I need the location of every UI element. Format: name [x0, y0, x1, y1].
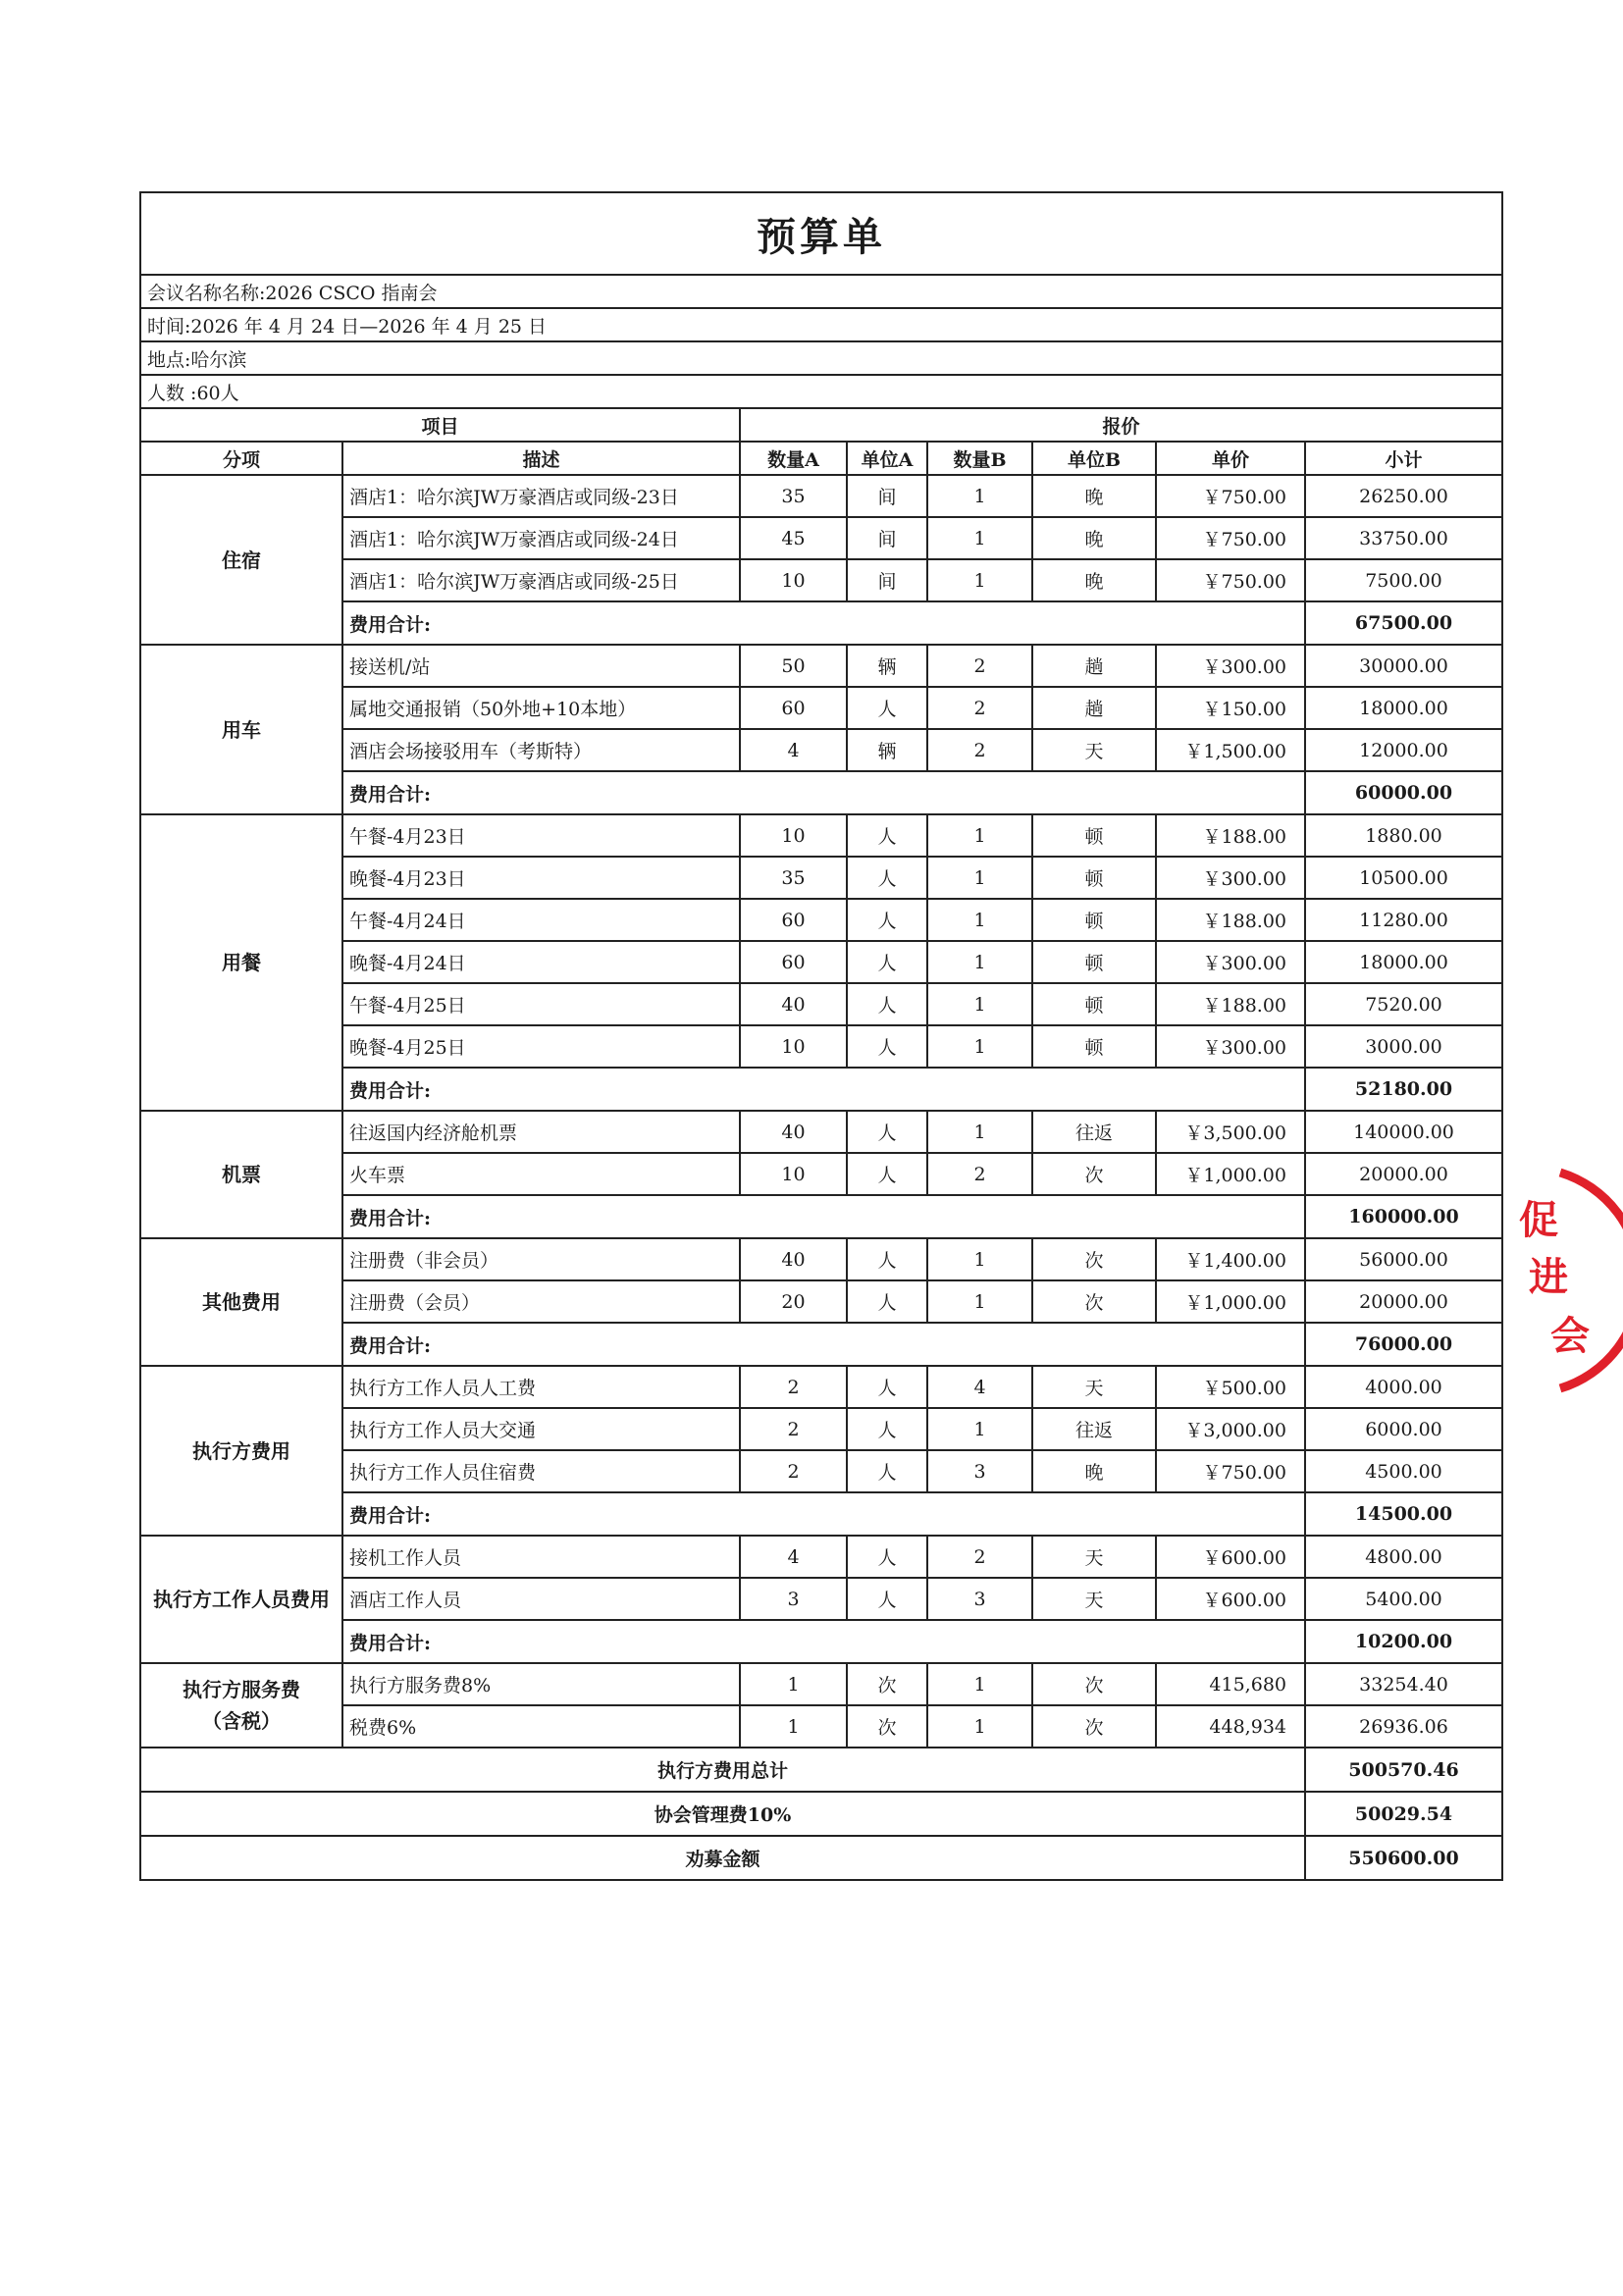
- item-description: 酒店工作人员: [342, 1578, 740, 1620]
- unit-a: 人: [847, 941, 927, 983]
- qty-b: 1: [927, 1238, 1032, 1280]
- qty-b: 2: [927, 645, 1032, 687]
- unit-a: 次: [847, 1663, 927, 1705]
- summary-value: 550600.00: [1305, 1836, 1502, 1880]
- table-row: [140, 1578, 1502, 1620]
- item-description: 酒店会场接驳用车（考斯特）: [342, 729, 740, 771]
- seal-stamp: [1413, 1143, 1623, 1418]
- header-qty-a: 数量A: [740, 442, 847, 475]
- unit-a: 次: [847, 1705, 927, 1748]
- qty-a: 60: [740, 941, 847, 983]
- item-description: 执行方工作人员人工费: [342, 1366, 740, 1408]
- unit-b: 趟: [1032, 687, 1156, 729]
- qty-b: 1: [927, 1705, 1032, 1748]
- table-row: [140, 1705, 1502, 1748]
- table-row: [140, 729, 1502, 771]
- qty-b: 1: [927, 899, 1032, 941]
- line-subtotal: 18000.00: [1305, 941, 1502, 983]
- unit-price: ￥3,500.00: [1156, 1111, 1305, 1153]
- qty-a: 2: [740, 1408, 847, 1450]
- unit-price: ￥300.00: [1156, 941, 1305, 983]
- qty-b: 1: [927, 559, 1032, 601]
- line-subtotal: 33254.40: [1305, 1663, 1502, 1705]
- qty-b: 1: [927, 517, 1032, 559]
- unit-b: 次: [1032, 1238, 1156, 1280]
- unit-a: 人: [847, 1408, 927, 1450]
- unit-price: ￥600.00: [1156, 1536, 1305, 1578]
- unit-b: 晚: [1032, 559, 1156, 601]
- unit-price: ￥1,000.00: [1156, 1280, 1305, 1323]
- qty-b: 4: [927, 1366, 1032, 1408]
- unit-a: 人: [847, 1280, 927, 1323]
- subtotal-row: [140, 1620, 1502, 1663]
- item-description: 接送机/站: [342, 645, 740, 687]
- qty-b: 1: [927, 1663, 1032, 1705]
- unit-a: 辆: [847, 729, 927, 771]
- qty-b: 1: [927, 983, 1032, 1025]
- item-description: 执行方服务费8%: [342, 1663, 740, 1705]
- section-category: 用车: [140, 645, 342, 814]
- unit-b: 天: [1032, 1578, 1156, 1620]
- unit-a: 人: [847, 857, 927, 899]
- qty-a: 35: [740, 475, 847, 517]
- qty-b: 2: [927, 687, 1032, 729]
- meeting-name: 会议名称名称:2026 CSCO 指南会: [140, 275, 1502, 308]
- unit-b: 晚: [1032, 517, 1156, 559]
- qty-b: 1: [927, 1025, 1032, 1068]
- line-subtotal: 30000.00: [1305, 645, 1502, 687]
- unit-price: ￥150.00: [1156, 687, 1305, 729]
- item-description: 属地交通报销（50外地+10本地）: [342, 687, 740, 729]
- subtotal-row: [140, 601, 1502, 645]
- header-quote-group: 报价: [740, 408, 1502, 442]
- unit-b: 顿: [1032, 899, 1156, 941]
- line-subtotal: 7500.00: [1305, 559, 1502, 601]
- table-row: [140, 814, 1502, 857]
- line-subtotal: 20000.00: [1305, 1280, 1502, 1323]
- table-row: [140, 941, 1502, 983]
- line-subtotal: 3000.00: [1305, 1025, 1502, 1068]
- item-description: 往返国内经济舱机票: [342, 1111, 740, 1153]
- unit-price: ￥3,000.00: [1156, 1408, 1305, 1450]
- item-description: 执行方工作人员住宿费: [342, 1450, 740, 1492]
- table-row: [140, 559, 1502, 601]
- qty-a: 10: [740, 1025, 847, 1068]
- unit-price: ￥300.00: [1156, 1025, 1305, 1068]
- summary-label: 劝募金额: [140, 1836, 1305, 1880]
- qty-a: 4: [740, 1536, 847, 1578]
- page-title: 预算单: [140, 192, 1502, 275]
- qty-b: 1: [927, 1408, 1032, 1450]
- item-description: 午餐-4月23日: [342, 814, 740, 857]
- unit-price: ￥1,000.00: [1156, 1153, 1305, 1195]
- item-description: 晚餐-4月25日: [342, 1025, 740, 1068]
- line-subtotal: 33750.00: [1305, 517, 1502, 559]
- table-row: [140, 517, 1502, 559]
- qty-b: 1: [927, 1111, 1032, 1153]
- section-category: 机票: [140, 1111, 342, 1238]
- subtotal-value: 76000.00: [1305, 1323, 1502, 1366]
- unit-price: ￥600.00: [1156, 1578, 1305, 1620]
- qty-b: 1: [927, 475, 1032, 517]
- table-row: [140, 1366, 1502, 1408]
- service-category-line1: 执行方服务费: [183, 1678, 300, 1701]
- qty-a: 40: [740, 1238, 847, 1280]
- unit-b: 顿: [1032, 941, 1156, 983]
- table-row: [140, 687, 1502, 729]
- table-row: [140, 983, 1502, 1025]
- unit-a: 人: [847, 983, 927, 1025]
- unit-b: 晚: [1032, 1450, 1156, 1492]
- qty-a: 1: [740, 1663, 847, 1705]
- qty-a: 1: [740, 1705, 847, 1748]
- section-category: 其他费用: [140, 1238, 342, 1366]
- qty-a: 45: [740, 517, 847, 559]
- unit-price: ￥750.00: [1156, 1450, 1305, 1492]
- subtotal-label: 费用合计:: [342, 1068, 1305, 1111]
- subtotal-label: 费用合计:: [342, 1323, 1305, 1366]
- unit-b: 次: [1032, 1153, 1156, 1195]
- header-description: 描述: [342, 442, 740, 475]
- table-row: [140, 645, 1502, 687]
- subtotal-value: 10200.00: [1305, 1620, 1502, 1663]
- item-description: 酒店1：哈尔滨JW万豪酒店或同级-25日: [342, 559, 740, 601]
- qty-a: 3: [740, 1578, 847, 1620]
- section-category: [140, 1663, 342, 1748]
- line-subtotal: 140000.00: [1305, 1111, 1502, 1153]
- summary-value: 50029.54: [1305, 1792, 1502, 1836]
- line-subtotal: 4000.00: [1305, 1366, 1502, 1408]
- table-row: [140, 1025, 1502, 1068]
- item-description: 接机工作人员: [342, 1536, 740, 1578]
- line-subtotal: 26250.00: [1305, 475, 1502, 517]
- item-description: 注册费（非会员）: [342, 1238, 740, 1280]
- subtotal-label: 费用合计:: [342, 1492, 1305, 1536]
- unit-a: 人: [847, 899, 927, 941]
- qty-a: 10: [740, 1153, 847, 1195]
- subtotal-value: 160000.00: [1305, 1195, 1502, 1238]
- line-subtotal: 5400.00: [1305, 1578, 1502, 1620]
- qty-b: 2: [927, 1536, 1032, 1578]
- meeting-time: 时间:2026 年 4 月 24 日—2026 年 4 月 25 日: [140, 308, 1502, 341]
- summary-row: [140, 1748, 1502, 1792]
- header-item-group: 项目: [140, 408, 740, 442]
- unit-b: 次: [1032, 1705, 1156, 1748]
- subtotal-row: [140, 1068, 1502, 1111]
- unit-b: 往返: [1032, 1408, 1156, 1450]
- section-category: 执行方工作人员费用: [140, 1536, 342, 1663]
- unit-price: ￥300.00: [1156, 645, 1305, 687]
- unit-price: ￥750.00: [1156, 517, 1305, 559]
- table-row: [140, 475, 1502, 517]
- unit-a: 人: [847, 1238, 927, 1280]
- qty-a: 50: [740, 645, 847, 687]
- unit-a: 辆: [847, 645, 927, 687]
- service-category-line2: （含税）: [202, 1709, 281, 1733]
- unit-a: 人: [847, 1366, 927, 1408]
- table-row: [140, 857, 1502, 899]
- unit-a: 间: [847, 517, 927, 559]
- unit-price: ￥1,500.00: [1156, 729, 1305, 771]
- subtotal-label: 费用合计:: [342, 601, 1305, 645]
- subtotal-value: 60000.00: [1305, 771, 1502, 814]
- qty-a: 35: [740, 857, 847, 899]
- unit-price: ￥750.00: [1156, 559, 1305, 601]
- table-row: [140, 899, 1502, 941]
- summary-row: [140, 1836, 1502, 1880]
- line-subtotal: 12000.00: [1305, 729, 1502, 771]
- attendee-count: 人数 :60人: [140, 375, 1502, 408]
- qty-a: 20: [740, 1280, 847, 1323]
- item-description: 酒店1：哈尔滨JW万豪酒店或同级-24日: [342, 517, 740, 559]
- qty-a: 40: [740, 1111, 847, 1153]
- unit-b: 趟: [1032, 645, 1156, 687]
- budget-table: [139, 191, 1503, 1881]
- table-row: [140, 1153, 1502, 1195]
- unit-price: ￥500.00: [1156, 1366, 1305, 1408]
- header-unit-a: 单位A: [847, 442, 927, 475]
- unit-a: 人: [847, 1111, 927, 1153]
- svg-text:促 进 会: 促 进 会: [1519, 1197, 1590, 1359]
- subtotal-row: [140, 1195, 1502, 1238]
- unit-a: 间: [847, 559, 927, 601]
- section-category: 执行方费用: [140, 1366, 342, 1536]
- subtotal-row: [140, 771, 1502, 814]
- subtotal-value: 52180.00: [1305, 1068, 1502, 1111]
- header-price: 单价: [1156, 442, 1305, 475]
- unit-price: ￥1,400.00: [1156, 1238, 1305, 1280]
- unit-price: ￥300.00: [1156, 857, 1305, 899]
- header-subtotal: 小计: [1305, 442, 1502, 475]
- section-category: 住宿: [140, 475, 342, 645]
- section-category: 用餐: [140, 814, 342, 1111]
- line-subtotal: 26936.06: [1305, 1705, 1502, 1748]
- table-row: [140, 1111, 1502, 1153]
- unit-a: 人: [847, 1578, 927, 1620]
- qty-b: 1: [927, 941, 1032, 983]
- table-row: [140, 1280, 1502, 1323]
- unit-price: 415,680: [1156, 1663, 1305, 1705]
- summary-value: 500570.46: [1305, 1748, 1502, 1792]
- summary-label: 执行方费用总计: [140, 1748, 1305, 1792]
- table-row: [140, 1536, 1502, 1578]
- header-qty-b: 数量B: [927, 442, 1032, 475]
- qty-b: 1: [927, 857, 1032, 899]
- unit-b: 次: [1032, 1663, 1156, 1705]
- line-subtotal: 20000.00: [1305, 1153, 1502, 1195]
- unit-b: 顿: [1032, 857, 1156, 899]
- qty-b: 3: [927, 1450, 1032, 1492]
- unit-price: 448,934: [1156, 1705, 1305, 1748]
- qty-b: 1: [927, 814, 1032, 857]
- unit-b: 顿: [1032, 1025, 1156, 1068]
- qty-b: 2: [927, 729, 1032, 771]
- unit-a: 人: [847, 814, 927, 857]
- unit-price: ￥188.00: [1156, 814, 1305, 857]
- subtotal-label: 费用合计:: [342, 1195, 1305, 1238]
- item-description: 注册费（会员）: [342, 1280, 740, 1323]
- line-subtotal: 1880.00: [1305, 814, 1502, 857]
- unit-a: 间: [847, 475, 927, 517]
- line-subtotal: 6000.00: [1305, 1408, 1502, 1450]
- unit-b: 顿: [1032, 983, 1156, 1025]
- line-subtotal: 18000.00: [1305, 687, 1502, 729]
- unit-a: 人: [847, 1450, 927, 1492]
- item-description: 午餐-4月24日: [342, 899, 740, 941]
- qty-a: 10: [740, 559, 847, 601]
- item-description: 午餐-4月25日: [342, 983, 740, 1025]
- unit-b: 晚: [1032, 475, 1156, 517]
- unit-b: 天: [1032, 1366, 1156, 1408]
- subtotal-row: [140, 1323, 1502, 1366]
- line-subtotal: 56000.00: [1305, 1238, 1502, 1280]
- qty-a: 40: [740, 983, 847, 1025]
- line-subtotal: 10500.00: [1305, 857, 1502, 899]
- qty-a: 60: [740, 687, 847, 729]
- unit-a: 人: [847, 1153, 927, 1195]
- summary-label: 协会管理费10%: [140, 1792, 1305, 1836]
- qty-b: 1: [927, 1280, 1032, 1323]
- subtotal-value: 14500.00: [1305, 1492, 1502, 1536]
- unit-price: ￥188.00: [1156, 983, 1305, 1025]
- subtotal-label: 费用合计:: [342, 771, 1305, 814]
- unit-price: ￥750.00: [1156, 475, 1305, 517]
- unit-b: 往返: [1032, 1111, 1156, 1153]
- qty-a: 10: [740, 814, 847, 857]
- qty-a: 60: [740, 899, 847, 941]
- item-description: 酒店1：哈尔滨JW万豪酒店或同级-23日: [342, 475, 740, 517]
- unit-a: 人: [847, 687, 927, 729]
- item-description: 税费6%: [342, 1705, 740, 1748]
- subtotal-value: 67500.00: [1305, 601, 1502, 645]
- header-unit-b: 单位B: [1032, 442, 1156, 475]
- item-description: 火车票: [342, 1153, 740, 1195]
- table-row: [140, 1238, 1502, 1280]
- qty-b: 3: [927, 1578, 1032, 1620]
- subtotal-row: [140, 1492, 1502, 1536]
- qty-a: 2: [740, 1450, 847, 1492]
- table-row: [140, 1450, 1502, 1492]
- meeting-place: 地点:哈尔滨: [140, 341, 1502, 375]
- header-category: 分项: [140, 442, 342, 475]
- unit-price: ￥188.00: [1156, 899, 1305, 941]
- unit-b: 顿: [1032, 814, 1156, 857]
- table-row: [140, 1408, 1502, 1450]
- qty-a: 4: [740, 729, 847, 771]
- line-subtotal: 4800.00: [1305, 1536, 1502, 1578]
- line-subtotal: 4500.00: [1305, 1450, 1502, 1492]
- unit-a: 人: [847, 1536, 927, 1578]
- qty-a: 2: [740, 1366, 847, 1408]
- unit-a: 人: [847, 1025, 927, 1068]
- qty-b: 2: [927, 1153, 1032, 1195]
- line-subtotal: 7520.00: [1305, 983, 1502, 1025]
- item-description: 晚餐-4月23日: [342, 857, 740, 899]
- table-row: [140, 1663, 1502, 1705]
- unit-b: 天: [1032, 729, 1156, 771]
- item-description: 晚餐-4月24日: [342, 941, 740, 983]
- subtotal-label: 费用合计:: [342, 1620, 1305, 1663]
- line-subtotal: 11280.00: [1305, 899, 1502, 941]
- item-description: 执行方工作人员大交通: [342, 1408, 740, 1450]
- unit-b: 次: [1032, 1280, 1156, 1323]
- unit-b: 天: [1032, 1536, 1156, 1578]
- summary-row: [140, 1792, 1502, 1836]
